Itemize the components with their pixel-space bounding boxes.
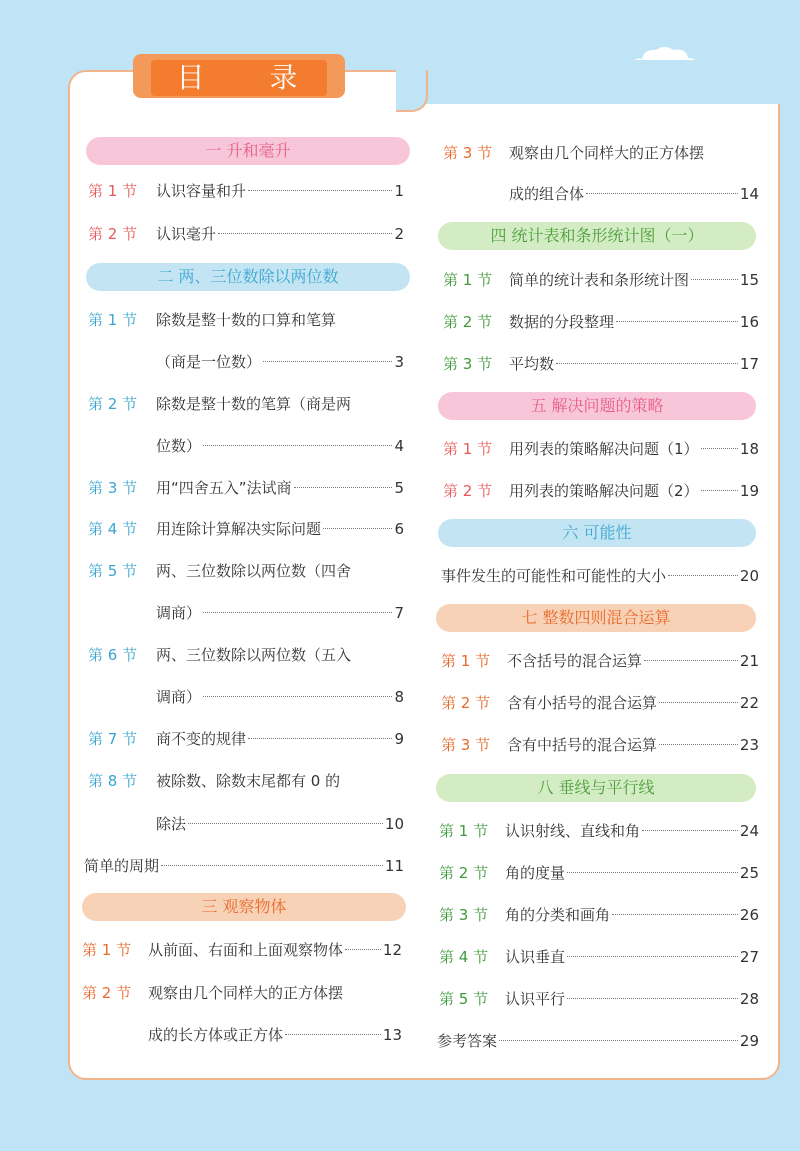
- section-number: 第 2 节: [88, 395, 138, 413]
- entry-title: 认识容量和升: [156, 182, 247, 200]
- page-number: 9: [394, 730, 404, 748]
- entry-title: 除数是整十数的口算和笔算: [156, 311, 337, 329]
- unit-label: 七 整数四则混合运算: [521, 608, 671, 627]
- page-title: 目 录: [151, 60, 327, 96]
- unit-label: 二 两、三位数除以两位数: [157, 267, 339, 286]
- entry-title: 用“四舍五入”法试商: [156, 479, 292, 497]
- unit-1-header[interactable]: [86, 137, 410, 165]
- page-number: 12: [382, 941, 402, 959]
- entry-title-cont: （商是一位数）: [156, 353, 262, 371]
- entry-title: 用连除计算解决实际问题: [156, 520, 322, 538]
- section-number: 第 3 节: [439, 906, 489, 924]
- page-number: 16: [739, 313, 759, 331]
- toc-entry[interactable]: [88, 558, 404, 584]
- toc-entry[interactable]: [88, 475, 404, 501]
- page-number: 25: [739, 864, 759, 882]
- toc-entry[interactable]: [443, 309, 759, 335]
- page-number: 10: [384, 815, 404, 833]
- toc-entry[interactable]: [82, 980, 402, 1006]
- section-number: 第 3 节: [443, 144, 493, 162]
- page-number: 8: [394, 688, 404, 706]
- entry-title: 事件发生的可能性和可能性的大小: [441, 567, 667, 585]
- card-notch: [404, 60, 792, 104]
- section-number: 第 8 节: [88, 772, 138, 790]
- unit-6-header[interactable]: [438, 519, 756, 547]
- toc-entry[interactable]: [88, 307, 404, 333]
- toc-entry-cont[interactable]: [82, 1022, 402, 1048]
- page-number: 26: [739, 906, 759, 924]
- toc-entry[interactable]: [84, 853, 404, 879]
- entry-title: 两、三位数除以两位数（四舍: [156, 562, 352, 580]
- page-number: 7: [394, 604, 404, 622]
- entry-title: 认识平行: [505, 990, 566, 1008]
- page-number: 15: [739, 271, 759, 289]
- toc-entry[interactable]: [443, 478, 759, 504]
- unit-5-header[interactable]: [438, 392, 756, 420]
- toc-entry[interactable]: [443, 267, 759, 293]
- toc-entry[interactable]: [88, 726, 404, 752]
- section-number: 第 2 节: [88, 225, 138, 243]
- entry-title: 用列表的策略解决问题（2）: [509, 482, 699, 500]
- toc-entry[interactable]: [441, 690, 759, 716]
- toc-entry[interactable]: [88, 768, 404, 794]
- section-number: 第 5 节: [88, 562, 138, 580]
- entry-title: 角的度量: [505, 864, 566, 882]
- toc-entry[interactable]: [439, 986, 759, 1012]
- unit-label: 四 统计表和条形统计图（一）: [490, 226, 704, 245]
- toc-entry-cont[interactable]: [88, 600, 404, 626]
- toc-entry[interactable]: [88, 391, 404, 417]
- entry-title-cont: 成的组合体: [509, 185, 585, 203]
- section-number: 第 1 节: [82, 941, 132, 959]
- unit-label: 一 升和毫升: [205, 141, 291, 160]
- section-number: 第 1 节: [441, 652, 491, 670]
- entry-title: 不含括号的混合运算: [507, 652, 643, 670]
- page-number: 4: [394, 437, 404, 455]
- entry-title-cont: 调商）: [156, 604, 202, 622]
- page-number: 6: [394, 520, 404, 538]
- section-number: 第 3 节: [443, 355, 493, 373]
- unit-7-header[interactable]: [436, 604, 756, 632]
- entry-title-cont: 成的长方体或正方体: [148, 1026, 284, 1044]
- unit-8-header[interactable]: [436, 774, 756, 802]
- toc-entry-cont[interactable]: [443, 181, 759, 207]
- toc-entry-cont[interactable]: [88, 349, 404, 375]
- entry-title: 含有小括号的混合运算: [507, 694, 658, 712]
- section-number: 第 2 节: [441, 694, 491, 712]
- page-number: 24: [739, 822, 759, 840]
- entry-title-cont: 调商）: [156, 688, 202, 706]
- toc-entry[interactable]: [439, 902, 759, 928]
- toc-entry[interactable]: [88, 178, 404, 204]
- toc-entry[interactable]: [88, 221, 404, 247]
- entry-title: 平均数: [509, 355, 555, 373]
- section-number: 第 4 节: [439, 948, 489, 966]
- toc-entry-answers[interactable]: [437, 1028, 759, 1054]
- section-number: 第 2 节: [443, 482, 493, 500]
- page-number: 28: [739, 990, 759, 1008]
- section-number: 第 2 节: [439, 864, 489, 882]
- entry-title: 两、三位数除以两位数（五入: [156, 646, 352, 664]
- section-number: 第 2 节: [443, 313, 493, 331]
- section-number: 第 1 节: [443, 271, 493, 289]
- page-number: 29: [739, 1032, 759, 1050]
- unit-4-header[interactable]: [438, 222, 756, 250]
- page-number: 14: [739, 185, 759, 203]
- page-number: 18: [739, 440, 759, 458]
- entry-title: 简单的统计表和条形统计图: [509, 271, 690, 289]
- unit-3-header[interactable]: [82, 893, 406, 921]
- section-number: 第 7 节: [88, 730, 138, 748]
- entry-title-cont: 除法: [156, 815, 187, 833]
- entry-title: 观察由几个同样大的正方体摆: [509, 144, 705, 162]
- entry-title: 从前面、右面和上面观察物体: [148, 941, 344, 959]
- entry-title: 含有中括号的混合运算: [507, 736, 658, 754]
- section-number: 第 4 节: [88, 520, 138, 538]
- toc-entry[interactable]: [88, 642, 404, 668]
- toc-entry[interactable]: [443, 351, 759, 377]
- toc-entry[interactable]: [441, 732, 759, 758]
- entry-title: 简单的周期: [84, 857, 160, 875]
- section-number: 第 1 节: [88, 311, 138, 329]
- card-notch-edge: [396, 70, 428, 112]
- toc-entry[interactable]: [443, 140, 759, 166]
- page-number: 5: [394, 479, 404, 497]
- section-number: 第 1 节: [88, 182, 138, 200]
- entry-title: 角的分类和画角: [505, 906, 611, 924]
- page-number: 11: [384, 857, 404, 875]
- entry-title: 数据的分段整理: [509, 313, 615, 331]
- section-number: 第 2 节: [82, 984, 132, 1002]
- toc-entry-cont[interactable]: [88, 811, 404, 837]
- entry-title: 认识毫升: [156, 225, 217, 243]
- page-number: 3: [394, 353, 404, 371]
- entry-title: 商不变的规律: [156, 730, 247, 748]
- page-number: 17: [739, 355, 759, 373]
- unit-2-header[interactable]: [86, 263, 410, 291]
- toc-entry[interactable]: [88, 516, 404, 542]
- entry-title: 用列表的策略解决问题（1）: [509, 440, 699, 458]
- section-number: 第 3 节: [88, 479, 138, 497]
- page-number: 21: [739, 652, 759, 670]
- title-tab: [133, 54, 345, 98]
- entry-title: 参考答案: [437, 1032, 498, 1050]
- toc-entry[interactable]: [441, 648, 759, 674]
- page-number: 13: [382, 1026, 402, 1044]
- unit-label: 三 观察物体: [201, 897, 287, 916]
- page-number: 23: [739, 736, 759, 754]
- entry-title: 观察由几个同样大的正方体摆: [148, 984, 344, 1002]
- toc-entry[interactable]: [441, 563, 759, 589]
- toc-entry[interactable]: [82, 937, 402, 963]
- toc-entry[interactable]: [439, 860, 759, 886]
- page-number: 1: [394, 182, 404, 200]
- toc-entry[interactable]: [439, 944, 759, 970]
- page-number: 27: [739, 948, 759, 966]
- toc-entry-cont[interactable]: [88, 433, 404, 459]
- entry-title: 认识射线、直线和角: [505, 822, 641, 840]
- section-number: 第 6 节: [88, 646, 138, 664]
- toc-entry[interactable]: [439, 818, 759, 844]
- entry-title-cont: 位数）: [156, 437, 202, 455]
- unit-label: 六 可能性: [562, 523, 632, 542]
- unit-label: 五 解决问题的策略: [530, 396, 664, 415]
- entry-title: 除数是整十数的笔算（商是两: [156, 395, 352, 413]
- section-number: 第 5 节: [439, 990, 489, 1008]
- section-number: 第 3 节: [441, 736, 491, 754]
- page-number: 20: [739, 567, 759, 585]
- section-number: 第 1 节: [443, 440, 493, 458]
- page-number: 19: [739, 482, 759, 500]
- unit-label: 八 垂线与平行线: [537, 778, 655, 797]
- toc-entry[interactable]: [443, 436, 759, 462]
- page-number: 22: [739, 694, 759, 712]
- entry-title: 被除数、除数末尾都有 0 的: [156, 772, 341, 790]
- page-number: 2: [394, 225, 404, 243]
- entry-title: 认识垂直: [505, 948, 566, 966]
- toc-entry-cont[interactable]: [88, 684, 404, 710]
- section-number: 第 1 节: [439, 822, 489, 840]
